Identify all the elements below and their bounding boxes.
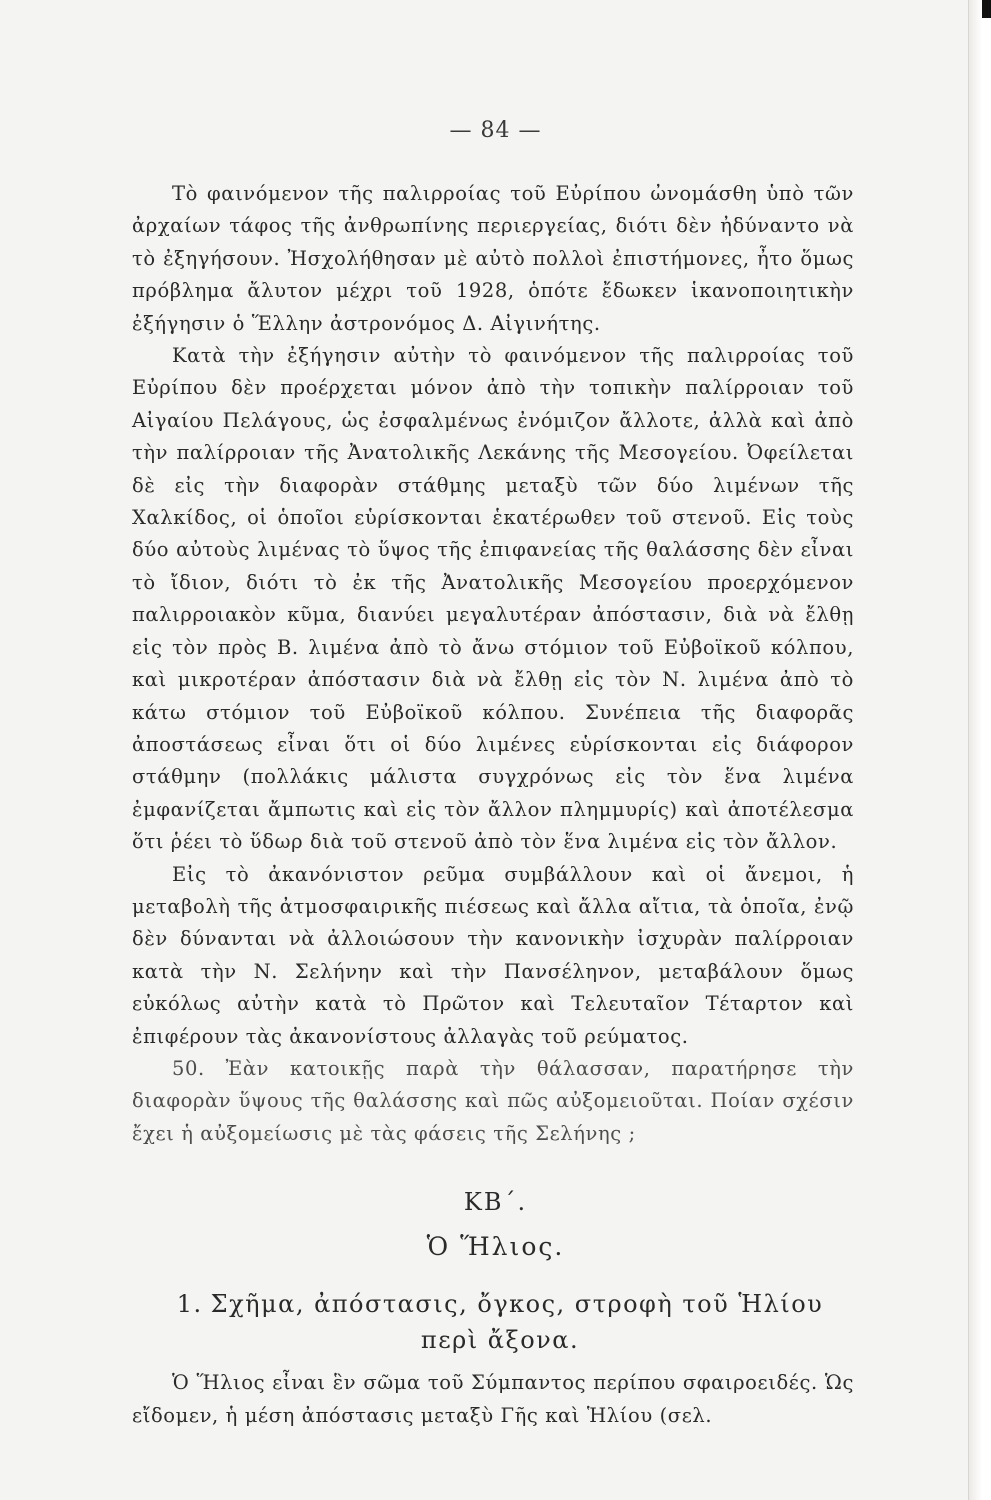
chapter-title: Ὁ Ἥλιος. [426, 1232, 565, 1261]
section-number: 1. [176, 1290, 203, 1318]
chapter-number: ΚΒ΄. [463, 1188, 528, 1216]
corner-mark [982, 0, 991, 18]
paragraph-irregular-current: Εἰς τὸ ἀκανόνιστον ρεῦμα συμβάλλουν καὶ οἱ ἄνεμοι, ἡ μεταβολὴ τῆς ἀτμοσφαιρικῆς πιέσεως καὶ ἄλλα αἴτια, τὰ ὁποῖα, ἐνῷ δὲν δύνανται νὰ ἀλλοιώσουν τὴν κανονικὴν ἰσχυρὰν παλίρροιαν κατὰ τὴν Ν. Σελήνην καὶ τὴν Πανσέληνον, μεταβάλουν ὅμως εὐκόλως αὐτὴν κατὰ τὸ Πρῶτον καὶ Τελευταῖον Τέταρτον καὶ ἐπιφέρουν τὰς ἀκανονίστους ἀλλαγὰς τοῦ ρεύματος. [132, 862, 854, 1048]
tail-text [132, 1366, 854, 1432]
paragraph-sun-shape: Ὁ Ἥλιος εἶναι ἓν σῶμα τοῦ Σύμπαντος περίπου σφαιροειδές. Ὡς εἴδομεν, ἡ μέση ἀπόστασις μεταξὺ Γῆς καὶ Ἡλίου (σελ. [132, 1371, 854, 1427]
paragraph-euripus-intro: Τὸ φαινόμενον τῆς παλιρροίας τοῦ Εὐρίπου ὠνομάσθη ὑπὸ τῶν ἀρχαίων τάφος τῆς ἀνθρωπίνης περιεργείας, διότι δὲν ἠδύναντο νὰ τὸ ἐξηγήσουν. Ἠσχολήθησαν μὲ αὐτὸ πολλοὶ ἐπιστήμονες, ἦτο ὅμως πρόβλημα ἄλυτον μέχρι τοῦ 1928, ὁπότε ἔδωκεν ἱκανοποιητικὴν ἐξήγησιν ὁ Ἕλλην ἀστρονόμος Δ. Αἰγινήτης. [132, 182, 854, 335]
body-text [132, 178, 854, 1150]
paragraph-explanation: Κατὰ τὴν ἐξήγησιν αὐτὴν τὸ φαινόμενον τῆς παλιρροίας τοῦ Εὐρίπου δὲν προέρχεται μόνον ἀπὸ τὴν τοπικὴν παλίρροιαν τοῦ Αἰγαίου Πελάγους, ὡς ἐσφαλμένως ἐνόμιζον ἄλλοτε, ἀλλὰ καὶ ἀπὸ τὴν παλίρροιαν τῆς Ἀνατολικῆς Λεκάνης τῆς Μεσογείου. Ὀφείλεται δὲ εἰς τὴν διαφορὰν στάθμης μεταξὺ τῶν δύο λιμένων τῆς Χαλκίδος, οἱ ὁποῖοι εὑρίσκονται ἑκατέρωθεν τοῦ στενοῦ. Εἰς τοὺς δύο αὐτοὺς λιμένας τὸ ὕψος τῆς ἐπιφανείας τῆς θαλάσσης δὲν εἶναι τὸ ἴδιον, διότι τὸ ἐκ τῆς Ἀνατολικῆς Μεσογείου προερχόμενον παλιρροιακὸν κῦμα, διανύει μεγαλυτέραν ἀπόστασιν, διὰ νὰ ἔλθῃ εἰς τὸν πρὸς Β. λιμένα ἀπὸ τὸ ἄνω στόμιον τοῦ Εὐβοϊκοῦ κόλπου, καὶ μικροτέραν ἀπόστασιν διὰ νὰ ἔλθῃ εἰς τὸν Ν. λιμένα ἀπὸ τὸ κάτω στόμιον τοῦ Εὐβοϊκοῦ κόλπου. Συνέπεια τῆς διαφορᾶς ἀποστάσεως εἶναι ὅτι οἱ δύο λιμένες εὑρίσκονται εἰς διάφορον στάθμην (πολλάκις μάλιστα συγχρόνως εἰς τὸν ἕνα λιμένα ἐμφανίζεται ἄμπωτις καὶ εἰς τὸν ἄλλον πλημμυρίς) καὶ ἀποτέλεσμα ὅτι ῥέει τὸ ὕδωρ διὰ τοῦ στενοῦ ἀπὸ τὸν ἕνα λιμένα εἰς τὸν ἄλλον. [132, 344, 854, 854]
section-heading [160, 1286, 840, 1358]
page-edge [968, 0, 991, 1500]
section-title: Σχῆμα, ἀπόστασις, ὄγκος, στροφὴ τοῦ Ἡλίου περὶ ἄξονα. [210, 1290, 824, 1354]
exercise-50: 50. Ἐὰν κατοικῇς παρὰ τὴν θάλασσαν, παρατήρησε τὴν διαφορὰν ὕψους τῆς θαλάσσης καὶ πῶς αὐξομειοῦται. Ποίαν σχέσιν ἔχει ἡ αὐξομείωσις μὲ τὰς φάσεις τῆς Σελήνης ; [132, 1056, 854, 1145]
page-number: — 84 — [449, 118, 542, 143]
